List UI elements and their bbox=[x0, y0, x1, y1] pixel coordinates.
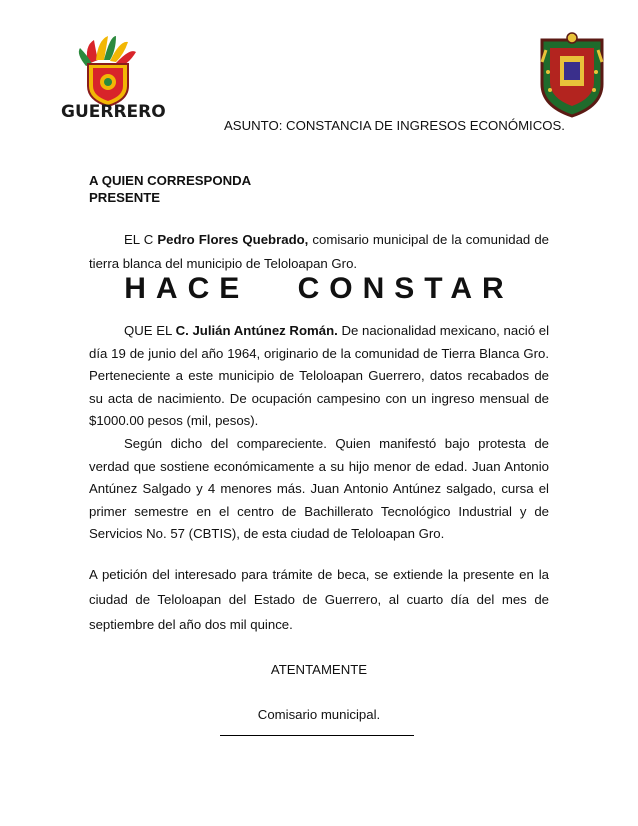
recipient-block bbox=[89, 172, 251, 206]
signatory-title: Comisario municipal. bbox=[257, 707, 381, 722]
guerrero-wordmark: GUERRERO bbox=[61, 102, 166, 120]
atentamente-label: ATENTAMENTE bbox=[270, 662, 368, 677]
body-paragraph-1 bbox=[89, 320, 549, 433]
body-paragraph-2: Según dicho del compareciente. Quien manifestó bajo protesta de verdad que sostiene económicamente a su hijo menor de edad. Juan Antonio Antúnez Salgado y 4 menores más. Juan Antonio Antúnez salgado, cursa el primer semestre en el centro de Bachillerato Tecnológico Industrial y de Servicios No. 57 (CBTIS), de esta ciudad de Teloloapan Gro. bbox=[89, 435, 549, 542]
subject-name: C. Julián Antúnez Román. bbox=[175, 323, 338, 338]
guerrero-state-logo bbox=[58, 34, 168, 120]
intro-prefix: EL C bbox=[124, 232, 158, 247]
municipal-coat-of-arms bbox=[538, 32, 606, 118]
document-heading: HACE CONSTAR bbox=[124, 272, 514, 305]
closing-paragraph: A petición del interesado para trámite de beca, se extiende la presente en la ciudad de Teloloapan del Estado de Guerrero, al cuarto día del mes de septiembre del año dos mil quince. bbox=[89, 567, 549, 632]
coat-of-arms-icon bbox=[538, 32, 606, 118]
subject-line: ASUNTO: CONSTANCIA DE INGRESOS ECONÓMICOS. bbox=[224, 118, 565, 133]
commissioner-name: Pedro Flores Quebrado, bbox=[157, 232, 309, 247]
recipient-line-2: PRESENTE bbox=[89, 190, 161, 205]
guerrero-emblem-icon bbox=[58, 34, 168, 120]
body-text bbox=[89, 320, 549, 546]
body-prefix: QUE EL bbox=[124, 323, 176, 338]
recipient-line-1: A QUIEN CORRESPONDA bbox=[89, 173, 252, 188]
signature-line bbox=[220, 735, 414, 736]
body-paragraph-1-rest: De nacionalidad mexicano, nació el día 19 de junio del año 1964, originario de la comunidad de Tierra Blanca Gro. Perteneciente a este municipio de Teloloapan Guerrero, datos recabados de su acta de nacimiento. De ocupación campesino con un ingreso mensual de $1000.00 pesos (mil, pesos). bbox=[89, 323, 549, 429]
intro-rest: comisario municipal de la comunidad de tierra blanca del municipio de Teloloapan Gro. bbox=[89, 232, 549, 271]
intro-paragraph bbox=[89, 228, 549, 276]
